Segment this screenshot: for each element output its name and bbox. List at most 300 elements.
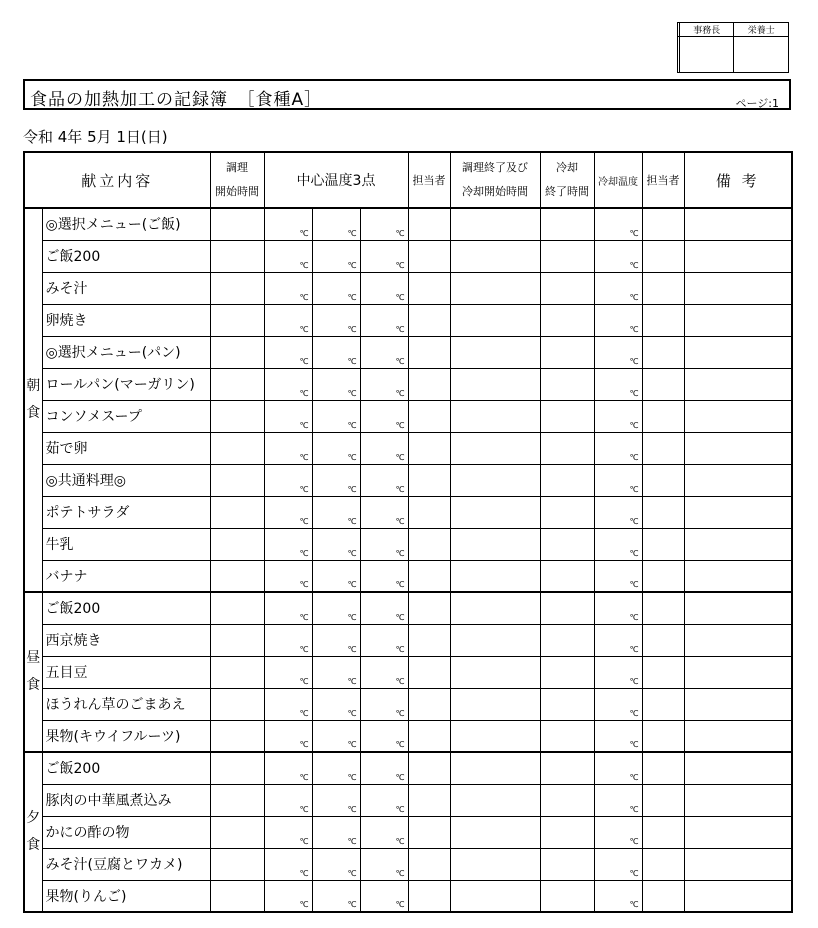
record-date: 令和 4年 5月 1日(日) — [23, 128, 168, 146]
cook-start-time-cell[interactable] — [210, 816, 264, 848]
celsius-unit: ℃ — [395, 644, 405, 654]
remarks-cell[interactable] — [684, 272, 792, 304]
cook-start-time-cell[interactable] — [210, 752, 264, 784]
core-temp-3-cell[interactable] — [360, 560, 408, 592]
approval-stamp-dietitian[interactable] — [734, 37, 789, 73]
cook-start-time-cell[interactable] — [210, 656, 264, 688]
celsius-unit: ℃ — [395, 740, 405, 749]
cool-temp-cell[interactable] — [594, 528, 642, 560]
core-temp-3-cell[interactable] — [360, 304, 408, 336]
person-cell[interactable] — [408, 528, 450, 560]
cook-start-time-cell[interactable] — [210, 304, 264, 336]
cool-temp-cell[interactable] — [594, 368, 642, 400]
cool-temp-cell[interactable] — [594, 272, 642, 304]
core-temp-3-cell[interactable] — [360, 848, 408, 880]
remarks-cell[interactable] — [684, 528, 792, 560]
table-row — [24, 816, 792, 848]
celsius-unit: ℃ — [629, 260, 639, 270]
cool-temp-cell[interactable] — [594, 688, 642, 720]
core-temp-2-cell[interactable] — [312, 432, 360, 464]
remarks-cell[interactable] — [684, 656, 792, 688]
cool-temp-cell[interactable] — [594, 240, 642, 272]
core-temp-3-cell[interactable] — [360, 336, 408, 368]
core-temp-1-cell[interactable] — [264, 848, 312, 880]
celsius-unit: ℃ — [629, 516, 639, 526]
cool-temp-cell[interactable] — [594, 208, 642, 240]
header-row — [24, 152, 792, 208]
core-temp-3-cell[interactable] — [360, 880, 408, 912]
celsius-unit: ℃ — [395, 260, 405, 270]
remarks-cell[interactable] — [684, 880, 792, 912]
core-temp-2-cell[interactable] — [312, 208, 360, 240]
celsius-unit: ℃ — [629, 676, 639, 686]
cook-start-time-cell[interactable] — [210, 688, 264, 720]
cool-end-time-cell[interactable] — [540, 560, 594, 592]
cool-start-time-cell[interactable] — [450, 656, 540, 688]
cool-end-time-cell[interactable] — [540, 720, 594, 752]
cool-temp-cell[interactable] — [594, 592, 642, 624]
cool-end-time-cell[interactable] — [540, 272, 594, 304]
cook-start-time-cell[interactable] — [210, 368, 264, 400]
person-cell[interactable] — [408, 272, 450, 304]
person-cell[interactable] — [408, 784, 450, 816]
person-2-cell[interactable] — [642, 528, 684, 560]
core-temp-3-cell[interactable] — [360, 368, 408, 400]
core-temp-2-cell[interactable] — [312, 368, 360, 400]
person-cell[interactable] — [408, 496, 450, 528]
cool-start-time-cell[interactable] — [450, 848, 540, 880]
core-temp-2-cell[interactable] — [312, 720, 360, 752]
person-2-cell[interactable] — [642, 848, 684, 880]
core-temp-2-cell[interactable] — [312, 624, 360, 656]
table-row — [24, 752, 792, 784]
approval-label-dietitian: 栄養士 — [734, 23, 789, 37]
celsius-unit: ℃ — [299, 548, 309, 558]
person-2-cell[interactable] — [642, 624, 684, 656]
celsius-unit: ℃ — [629, 836, 639, 846]
celsius-unit: ℃ — [395, 676, 405, 686]
person-cell[interactable] — [408, 368, 450, 400]
celsius-unit: ℃ — [299, 292, 309, 302]
remarks-cell[interactable] — [684, 208, 792, 240]
cook-start-time-cell[interactable] — [210, 560, 264, 592]
person-cell[interactable] — [408, 432, 450, 464]
cool-end-time-cell[interactable] — [540, 240, 594, 272]
cook-start-time-cell[interactable] — [210, 464, 264, 496]
dish-name: ほうれん草のごまあえ — [42, 688, 210, 720]
core-temp-3-cell[interactable] — [360, 720, 408, 752]
celsius-unit: ℃ — [347, 260, 357, 270]
person-cell[interactable] — [408, 240, 450, 272]
core-temp-3-cell[interactable] — [360, 592, 408, 624]
celsius-unit: ℃ — [347, 644, 357, 654]
celsius-unit: ℃ — [395, 612, 405, 622]
core-temp-1-cell[interactable] — [264, 624, 312, 656]
core-temp-2-cell[interactable] — [312, 400, 360, 432]
celsius-unit: ℃ — [395, 388, 405, 398]
remarks-cell[interactable] — [684, 496, 792, 528]
core-temp-3-cell[interactable] — [360, 432, 408, 464]
cool-temp-cell[interactable] — [594, 336, 642, 368]
person-cell[interactable] — [408, 592, 450, 624]
cool-end-time-cell[interactable] — [540, 304, 594, 336]
cool-end-time-cell[interactable] — [540, 816, 594, 848]
core-temp-2-cell[interactable] — [312, 592, 360, 624]
cool-end-time-cell[interactable] — [540, 624, 594, 656]
person-cell[interactable] — [408, 304, 450, 336]
cool-temp-cell[interactable] — [594, 464, 642, 496]
celsius-unit: ℃ — [299, 804, 309, 814]
core-temp-1-cell[interactable] — [264, 784, 312, 816]
remarks-cell[interactable] — [684, 848, 792, 880]
header-cool-end-line1: 冷却 — [556, 161, 579, 174]
dish-name: ◎共通料理◎ — [42, 464, 210, 496]
celsius-unit: ℃ — [629, 580, 639, 589]
cool-temp-cell[interactable] — [594, 304, 642, 336]
remarks-cell[interactable] — [684, 336, 792, 368]
dish-name: 豚肉の中華風煮込み — [42, 784, 210, 816]
remarks-cell[interactable] — [684, 432, 792, 464]
cool-temp-cell[interactable] — [594, 656, 642, 688]
remarks-cell[interactable] — [684, 368, 792, 400]
cook-start-time-cell[interactable] — [210, 848, 264, 880]
person-2-cell[interactable] — [642, 784, 684, 816]
core-temp-3-cell[interactable] — [360, 272, 408, 304]
cook-start-time-cell[interactable] — [210, 272, 264, 304]
cool-start-time-cell[interactable] — [450, 368, 540, 400]
cool-start-time-cell[interactable] — [450, 816, 540, 848]
person-2-cell[interactable] — [642, 880, 684, 912]
cook-start-time-cell[interactable] — [210, 720, 264, 752]
cool-start-time-cell[interactable] — [450, 528, 540, 560]
core-temp-1-cell[interactable] — [264, 464, 312, 496]
cool-temp-cell[interactable] — [594, 752, 642, 784]
cook-start-time-cell[interactable] — [210, 624, 264, 656]
header-cook-start — [210, 152, 264, 208]
dish-name: ◎選択メニュー(ご飯) — [42, 208, 210, 240]
cool-end-time-cell[interactable] — [540, 784, 594, 816]
remarks-cell[interactable] — [684, 464, 792, 496]
cool-end-time-cell[interactable] — [540, 752, 594, 784]
celsius-unit: ℃ — [299, 644, 309, 654]
person-2-cell[interactable] — [642, 688, 684, 720]
cool-start-time-cell[interactable] — [450, 880, 540, 912]
cook-start-time-cell[interactable] — [210, 528, 264, 560]
celsius-unit: ℃ — [629, 356, 639, 366]
core-temp-3-cell[interactable] — [360, 496, 408, 528]
dish-name: ロールパン(マーガリン) — [42, 368, 210, 400]
core-temp-3-cell[interactable] — [360, 240, 408, 272]
core-temp-1-cell[interactable] — [264, 368, 312, 400]
dish-name: ご飯200 — [42, 752, 210, 784]
person-cell[interactable] — [408, 752, 450, 784]
celsius-unit: ℃ — [629, 228, 639, 238]
cool-temp-cell[interactable] — [594, 848, 642, 880]
person-cell[interactable] — [408, 464, 450, 496]
celsius-unit: ℃ — [299, 484, 309, 494]
cook-start-time-cell[interactable] — [210, 240, 264, 272]
celsius-unit: ℃ — [347, 772, 357, 782]
celsius-unit: ℃ — [629, 900, 639, 909]
remarks-cell[interactable] — [684, 400, 792, 432]
cool-end-time-cell[interactable] — [540, 880, 594, 912]
person-cell[interactable] — [408, 848, 450, 880]
cool-start-time-cell[interactable] — [450, 208, 540, 240]
cool-temp-cell[interactable] — [594, 784, 642, 816]
celsius-unit: ℃ — [347, 836, 357, 846]
core-temp-1-cell[interactable] — [264, 656, 312, 688]
header-person: 担当者 — [408, 152, 450, 208]
core-temp-2-cell[interactable] — [312, 784, 360, 816]
celsius-unit: ℃ — [395, 356, 405, 366]
celsius-unit: ℃ — [347, 708, 357, 718]
core-temp-3-cell[interactable] — [360, 464, 408, 496]
celsius-unit: ℃ — [395, 548, 405, 558]
remarks-cell[interactable] — [684, 560, 792, 592]
cool-start-time-cell[interactable] — [450, 496, 540, 528]
core-temp-1-cell[interactable] — [264, 496, 312, 528]
core-temp-1-cell[interactable] — [264, 816, 312, 848]
person-cell[interactable] — [408, 208, 450, 240]
core-temp-3-cell[interactable] — [360, 528, 408, 560]
cook-start-time-cell[interactable] — [210, 880, 264, 912]
person-2-cell[interactable] — [642, 304, 684, 336]
person-2-cell[interactable] — [642, 400, 684, 432]
core-temp-1-cell[interactable] — [264, 688, 312, 720]
remarks-cell[interactable] — [684, 816, 792, 848]
cook-start-time-cell[interactable] — [210, 592, 264, 624]
cook-start-time-cell[interactable] — [210, 208, 264, 240]
header-cool-end-line2: 終了時間 — [545, 185, 590, 198]
core-temp-1-cell[interactable] — [264, 592, 312, 624]
core-temp-2-cell[interactable] — [312, 816, 360, 848]
dish-name: かにの酢の物 — [42, 816, 210, 848]
celsius-unit: ℃ — [629, 740, 639, 749]
person-2-cell[interactable] — [642, 208, 684, 240]
cool-end-time-cell[interactable] — [540, 528, 594, 560]
celsius-unit: ℃ — [629, 644, 639, 654]
cool-end-time-cell[interactable] — [540, 336, 594, 368]
celsius-unit: ℃ — [629, 868, 639, 878]
dish-name: みそ汁 — [42, 272, 210, 304]
core-temp-1-cell[interactable] — [264, 560, 312, 592]
core-temp-2-cell[interactable] — [312, 560, 360, 592]
celsius-unit: ℃ — [629, 388, 639, 398]
remarks-cell[interactable] — [684, 592, 792, 624]
core-temp-2-cell[interactable] — [312, 752, 360, 784]
core-temp-1-cell[interactable] — [264, 752, 312, 784]
cool-start-time-cell[interactable] — [450, 624, 540, 656]
cook-start-time-cell[interactable] — [210, 336, 264, 368]
cook-start-time-cell[interactable] — [210, 496, 264, 528]
celsius-unit: ℃ — [629, 292, 639, 302]
person-2-cell[interactable] — [642, 560, 684, 592]
core-temp-1-cell[interactable] — [264, 880, 312, 912]
core-temp-2-cell[interactable] — [312, 240, 360, 272]
cool-end-time-cell[interactable] — [540, 368, 594, 400]
celsius-unit: ℃ — [629, 708, 639, 718]
table-row — [24, 400, 792, 432]
table-row — [24, 464, 792, 496]
core-temp-3-cell[interactable] — [360, 784, 408, 816]
person-2-cell[interactable] — [642, 272, 684, 304]
core-temp-2-cell[interactable] — [312, 880, 360, 912]
person-cell[interactable] — [408, 624, 450, 656]
cool-start-time-cell[interactable] — [450, 336, 540, 368]
core-temp-3-cell[interactable] — [360, 208, 408, 240]
person-2-cell[interactable] — [642, 240, 684, 272]
core-temp-2-cell[interactable] — [312, 464, 360, 496]
person-cell[interactable] — [408, 336, 450, 368]
celsius-unit: ℃ — [629, 484, 639, 494]
cool-start-time-cell[interactable] — [450, 240, 540, 272]
core-temp-2-cell[interactable] — [312, 496, 360, 528]
header-cook-start-line1: 調理 — [226, 161, 249, 174]
celsius-unit: ℃ — [299, 740, 309, 749]
approval-stamp-director[interactable] — [679, 37, 734, 73]
remarks-cell[interactable] — [684, 624, 792, 656]
core-temp-3-cell[interactable] — [360, 400, 408, 432]
dish-name: 西京焼き — [42, 624, 210, 656]
cool-end-time-cell[interactable] — [540, 208, 594, 240]
cool-temp-cell[interactable] — [594, 624, 642, 656]
cool-start-time-cell[interactable] — [450, 464, 540, 496]
celsius-unit: ℃ — [629, 612, 639, 622]
cook-start-time-cell[interactable] — [210, 400, 264, 432]
cool-temp-cell[interactable] — [594, 400, 642, 432]
cool-start-time-cell[interactable] — [450, 752, 540, 784]
cool-start-time-cell[interactable] — [450, 688, 540, 720]
core-temp-3-cell[interactable] — [360, 656, 408, 688]
cool-start-time-cell[interactable] — [450, 432, 540, 464]
table-row — [24, 688, 792, 720]
dish-name: ◎選択メニュー(パン) — [42, 336, 210, 368]
cool-end-time-cell[interactable] — [540, 656, 594, 688]
celsius-unit: ℃ — [299, 580, 309, 589]
core-temp-2-cell[interactable] — [312, 656, 360, 688]
core-temp-2-cell[interactable] — [312, 528, 360, 560]
cool-start-time-cell[interactable] — [450, 784, 540, 816]
remarks-cell[interactable] — [684, 720, 792, 752]
celsius-unit: ℃ — [299, 772, 309, 782]
remarks-cell[interactable] — [684, 784, 792, 816]
person-cell[interactable] — [408, 560, 450, 592]
celsius-unit: ℃ — [347, 228, 357, 238]
cool-start-time-cell[interactable] — [450, 400, 540, 432]
core-temp-1-cell[interactable] — [264, 208, 312, 240]
person-2-cell[interactable] — [642, 592, 684, 624]
celsius-unit: ℃ — [347, 868, 357, 878]
person-2-cell[interactable] — [642, 368, 684, 400]
cool-temp-cell[interactable] — [594, 432, 642, 464]
celsius-unit: ℃ — [347, 548, 357, 558]
person-cell[interactable] — [408, 400, 450, 432]
remarks-cell[interactable] — [684, 304, 792, 336]
core-temp-1-cell[interactable] — [264, 400, 312, 432]
table-row — [24, 240, 792, 272]
cool-end-time-cell[interactable] — [540, 464, 594, 496]
cool-start-time-cell[interactable] — [450, 592, 540, 624]
person-2-cell[interactable] — [642, 464, 684, 496]
person-2-cell[interactable] — [642, 336, 684, 368]
remarks-cell[interactable] — [684, 240, 792, 272]
core-temp-1-cell[interactable] — [264, 336, 312, 368]
person-2-cell[interactable] — [642, 720, 684, 752]
header-cool-end — [540, 152, 594, 208]
core-temp-2-cell[interactable] — [312, 688, 360, 720]
cool-temp-cell[interactable] — [594, 720, 642, 752]
core-temp-1-cell[interactable] — [264, 432, 312, 464]
core-temp-3-cell[interactable] — [360, 688, 408, 720]
person-2-cell[interactable] — [642, 656, 684, 688]
cook-start-time-cell[interactable] — [210, 432, 264, 464]
core-temp-1-cell[interactable] — [264, 304, 312, 336]
header-remarks: 備 考 — [684, 152, 792, 208]
dish-name: ご飯200 — [42, 240, 210, 272]
celsius-unit: ℃ — [395, 580, 405, 589]
person-2-cell[interactable] — [642, 432, 684, 464]
core-temp-1-cell[interactable] — [264, 720, 312, 752]
cool-start-time-cell[interactable] — [450, 272, 540, 304]
cool-temp-cell[interactable] — [594, 560, 642, 592]
cool-temp-cell[interactable] — [594, 496, 642, 528]
core-temp-3-cell[interactable] — [360, 816, 408, 848]
person-cell[interactable] — [408, 816, 450, 848]
cool-start-time-cell[interactable] — [450, 304, 540, 336]
table-row — [24, 880, 792, 912]
dish-name: 果物(キウイフルーツ) — [42, 720, 210, 752]
cool-end-time-cell[interactable] — [540, 688, 594, 720]
remarks-cell[interactable] — [684, 752, 792, 784]
table-row — [24, 496, 792, 528]
person-2-cell[interactable] — [642, 496, 684, 528]
core-temp-2-cell[interactable] — [312, 304, 360, 336]
core-temp-1-cell[interactable] — [264, 528, 312, 560]
core-temp-2-cell[interactable] — [312, 336, 360, 368]
header-cool-temp: 冷却温度 — [594, 152, 642, 208]
celsius-unit: ℃ — [395, 228, 405, 238]
cool-temp-cell[interactable] — [594, 880, 642, 912]
person-cell[interactable] — [408, 656, 450, 688]
person-2-cell[interactable] — [642, 816, 684, 848]
cool-temp-cell[interactable] — [594, 816, 642, 848]
core-temp-2-cell[interactable] — [312, 272, 360, 304]
core-temp-1-cell[interactable] — [264, 240, 312, 272]
core-temp-1-cell[interactable] — [264, 272, 312, 304]
remarks-cell[interactable] — [684, 688, 792, 720]
cool-end-time-cell[interactable] — [540, 400, 594, 432]
core-temp-3-cell[interactable] — [360, 752, 408, 784]
cool-start-time-cell[interactable] — [450, 560, 540, 592]
celsius-unit: ℃ — [629, 548, 639, 558]
person-cell[interactable] — [408, 720, 450, 752]
cook-start-time-cell[interactable] — [210, 784, 264, 816]
dish-name: みそ汁(豆腐とワカメ) — [42, 848, 210, 880]
cool-end-time-cell[interactable] — [540, 432, 594, 464]
core-temp-2-cell[interactable] — [312, 848, 360, 880]
cool-end-time-cell[interactable] — [540, 592, 594, 624]
cool-start-time-cell[interactable] — [450, 720, 540, 752]
cool-end-time-cell[interactable] — [540, 848, 594, 880]
cool-end-time-cell[interactable] — [540, 496, 594, 528]
person-2-cell[interactable] — [642, 752, 684, 784]
meal-label-breakfast: 朝食 — [24, 208, 42, 592]
person-cell[interactable] — [408, 688, 450, 720]
title-box — [23, 79, 791, 110]
celsius-unit: ℃ — [347, 356, 357, 366]
person-cell[interactable] — [408, 880, 450, 912]
core-temp-3-cell[interactable] — [360, 624, 408, 656]
